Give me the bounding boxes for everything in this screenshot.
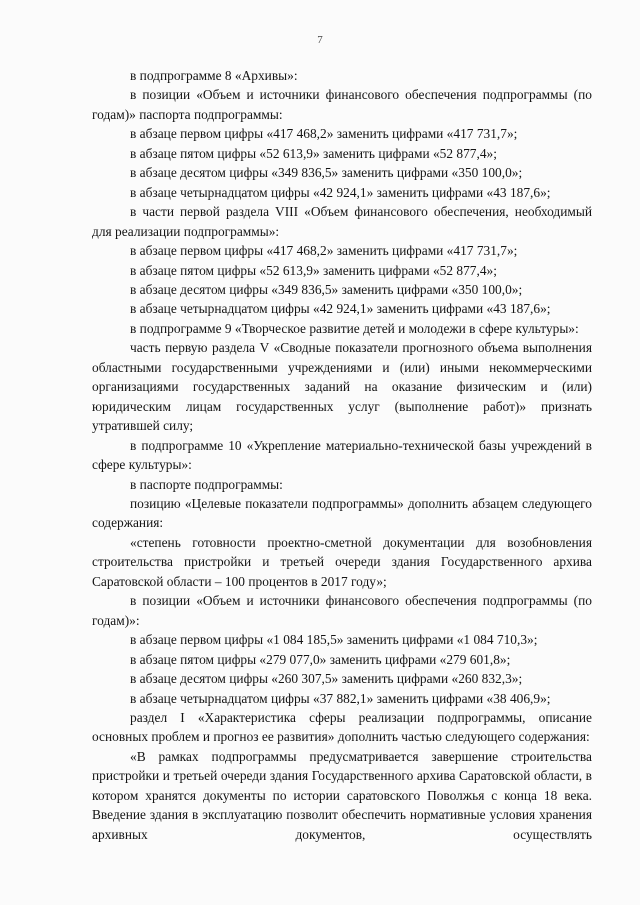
paragraph: в абзаце десятом цифры «349 836,5» заменить цифрами «350 100,0»; — [130, 165, 523, 181]
paragraph: в позиции «Объем и источники финансового обеспечения подпрограммы (по годам)»: — [92, 593, 592, 628]
paragraph: в подпрограмме 8 «Архивы»: — [130, 68, 298, 83]
paragraph: раздел I «Характеристика сферы реализации подпрограммы, описание основных проблем и прогноз ее развития» дополнить частью следующего содержания: — [92, 709, 592, 745]
paragraph: в абзаце пятом цифры «52 613,9» заменить цифрами «52 877,4»; — [130, 262, 497, 278]
paragraph: в абзаце пятом цифры «52 613,9» заменить цифрами «52 877,4»; — [130, 145, 497, 161]
paragraph: в абзаце первом цифры «417 468,2» заменить цифрами «417 731,7»; — [130, 243, 518, 259]
paragraph: в абзаце пятом цифры «279 077,0» заменить цифрами «279 601,8»; — [130, 651, 511, 667]
paragraph: в абзаце первом цифры «417 468,2» заменить цифрами «417 731,7»; — [130, 126, 518, 142]
paragraph: в позиции «Объем и источники финансового обеспечения подпрограммы (по годам)» паспорта подпрограммы: — [92, 87, 592, 122]
paragraph: в подпрограмме 10 «Укрепление материально-технической базы учреждений в сфере культуры»: — [92, 437, 592, 473]
paragraph: в абзаце первом цифры «1 084 185,5» заменить цифрами «1 084 710,3»; — [130, 632, 538, 648]
paragraph: «В рамках подпрограммы предусматривается завершение строительства пристройки и третьей очереди здания Государственного архива Саратовской области, в котором хранятся документы по истории саратовского Поволжья с конца 18 века. Введение здания в эксплуатацию позволит обеспечить нормативные условия хранения архивных документов, осуществлять — [92, 748, 592, 842]
paragraph: часть первую раздела V «Сводные показатели прогнозного объема выполнения областными государственными учреждениями и (или) иными некоммерческими организациями государственных заданий на оказание физическим и (или) юридическим лицам государственных услуг (выполнение работ)» признать утратившей силу; — [92, 340, 592, 434]
page-number: 7 — [317, 34, 323, 46]
paragraph: в абзаце четырнадцатом цифры «42 924,1» заменить цифрами «43 187,6»; — [130, 184, 551, 200]
paragraph: в абзаце десятом цифры «260 307,5» заменить цифрами «260 832,3»; — [130, 671, 523, 687]
paragraph: в абзаце четырнадцатом цифры «42 924,1» заменить цифрами «43 187,6»; — [130, 301, 551, 317]
paragraph: в абзаце четырнадцатом цифры «37 882,1» заменить цифрами «38 406,9»; — [130, 690, 551, 706]
paragraph: «степень готовности проектно-сметной документации для возобновления строительства пристройки и третьей очереди здания Государственного архива Саратовской области – 100 процентов в 2017 году»; — [92, 534, 592, 589]
paragraph: в паспорте подпрограммы: — [130, 476, 283, 492]
document-body — [92, 66, 592, 844]
paragraph: позицию «Целевые показатели подпрограммы» дополнить абзацем следующего содержания: — [92, 495, 592, 531]
paragraph: в абзаце десятом цифры «349 836,5» заменить цифрами «350 100,0»; — [130, 281, 523, 297]
paragraph: в подпрограмме 9 «Творческое развитие детей и молодежи в сфере культуры»: — [130, 320, 579, 336]
paragraph: в части первой раздела VIII «Объем финансового обеспечения, необходимый для реализации подпрограммы»: — [92, 204, 592, 239]
